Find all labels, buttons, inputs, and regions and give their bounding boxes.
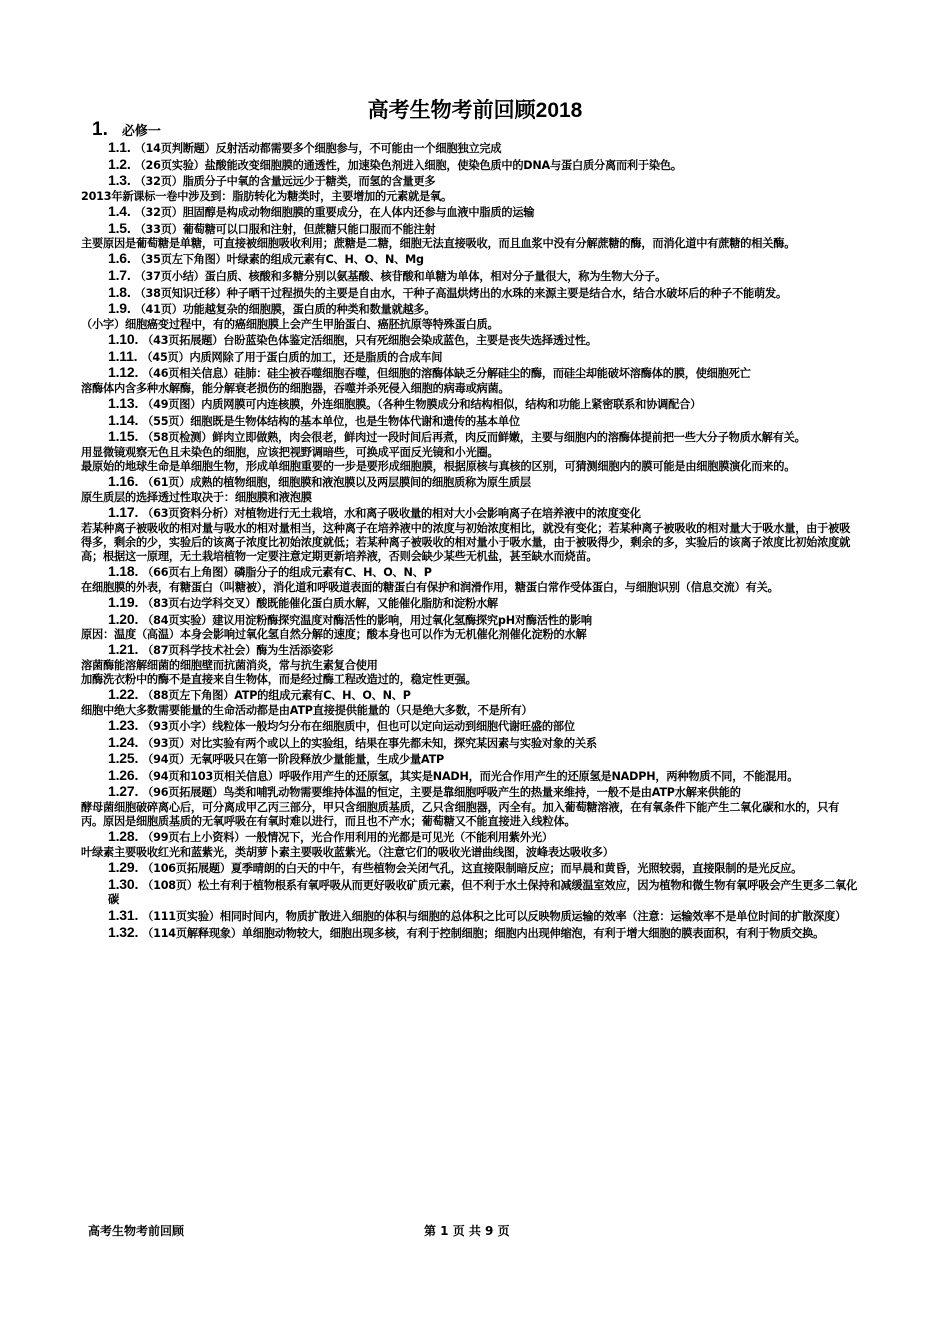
item-number: 1.26. bbox=[108, 766, 139, 783]
item-number: 1.20. bbox=[108, 610, 139, 627]
list-item bbox=[108, 365, 860, 382]
list-item bbox=[108, 474, 860, 491]
item-text: （106页拓展题）夏季晴朗的白天的中午，有些植物会关闭气孔，这直接限制暗反应；而早晨和黄昏，光照较弱，直接限制的是光反应。 bbox=[142, 862, 803, 876]
page-title: 高考生物考前回顾2018 bbox=[367, 99, 583, 122]
item-note: 细胞中绝大多数需要能量的生命活动都是由ATP直接提供能量的（只是绝大多数，不是所有） bbox=[81, 703, 533, 717]
item-text: （45页）内质网除了用于蛋白质的加工，还是脂质的合成车间 bbox=[141, 350, 443, 364]
list-item bbox=[108, 505, 860, 522]
list-item bbox=[108, 301, 860, 318]
item-text: （32页）脂质分子中氧的含量远远少于糖类，而氢的含量更多 bbox=[134, 175, 436, 189]
item-list bbox=[81, 139, 860, 941]
item-text: （83页右边学科交叉）酸既能催化蛋白质水解，又能催化脂肪和淀粉水解 bbox=[142, 596, 498, 610]
item-text: （61页）成熟的植物细胞，细胞膜和液泡膜以及两层膜间的细胞质称为原生质层 bbox=[142, 476, 531, 490]
item-number: 1.11. bbox=[108, 347, 138, 364]
item-number: 1.7. bbox=[108, 266, 131, 283]
item-text: （43页拓展题）台盼蓝染色体鉴定活细胞，只有死细胞会染成蓝色，主要是丧失选择透过性。 bbox=[142, 333, 597, 347]
list-item bbox=[108, 251, 860, 268]
item-note: 酵母菌细胞破碎离心后，可分离成甲乙丙三部分，甲只含细胞质基质，乙只含细胞器，丙全有。加入葡萄糖溶液，在有氧条件下能产生二氧化碳和水的，只有丙。原因是细胞质基质的无氧呼吸在有氧时难以进行，而且也不产水；葡萄糖又不能直接进入线粒体。 bbox=[81, 801, 840, 829]
footer-title: 高考生物考前回顾 bbox=[88, 1224, 185, 1238]
item-number: 1.2. bbox=[108, 155, 131, 172]
item-number: 1.16. bbox=[108, 473, 139, 490]
item-number: 1.19. bbox=[108, 593, 139, 610]
item-text: （66页右上角图）磷脂分子的组成元素有C、H、O、N、P bbox=[142, 566, 432, 580]
item-number: 1.29. bbox=[108, 859, 139, 876]
item-text: （49页图）内质网膜可内连核膜，外连细胞膜。（各种生物膜成分和结构相似，结构和功能上紧密联系和协调配合） bbox=[142, 397, 702, 411]
item-text: （35页左下角图）叶绿素的组成元素有C、H、O、N、Mg bbox=[134, 253, 424, 267]
list-item bbox=[108, 925, 860, 942]
item-number: 1.13. bbox=[108, 394, 139, 411]
item-number: 1.10. bbox=[108, 330, 139, 347]
item-number: 1.32. bbox=[108, 923, 139, 940]
item-text: （84页实验）建议用淀粉酶探究温度对酶活性的影响，用过氧化氢酶探究pH对酶活性的影响 bbox=[142, 613, 592, 627]
item-text: （58页检测）鲜肉立即做熟，肉会很老，鲜肉过一段时间后再煮，肉反而鲜嫩，主要与细胞内的溶酶体提前把一些大分子物质水解有关。 bbox=[142, 431, 806, 445]
item-text: （55页）细胞既是生物体结构的基本单位，也是生物体代谢和遗传的基本单位 bbox=[142, 414, 520, 428]
list-item bbox=[108, 751, 860, 768]
item-note: 若某种离子被吸收的相对量与吸水的相对量相当，这种离子在培养液中的浓度与初始浓度相比，就没有变化；若某种离子被吸收的相对量大于吸水量，由于被吸得多，剩余的少，实验后的该离子浓度比初始浓度就低；若某种离子被吸收的相对量小于吸水量，由于被吸得少，剩余的多，实验后的该离子浓度比初始浓度就高；根据这一原理，无土栽培植物一定要注意定期更新培养液，否则会缺少某些无机盐，甚至缺水而烧苗。 bbox=[81, 521, 851, 563]
item-text: （32页）胆固醇是构成动物细胞膜的重要成分，在人体内还参与血液中脂质的运输 bbox=[134, 205, 535, 219]
item-text: （108页）松土有利于植物根系有氧呼吸从而更好吸收矿质元素，但不利于水土保持和减缓温室效应，因为植物和微生物有氧呼吸会产生更多二氧化碳 bbox=[108, 878, 858, 907]
item-number: 1.3. bbox=[108, 172, 131, 189]
list-item bbox=[108, 221, 860, 238]
item-text: （63页资料分析）对植物进行无土栽培，水和离子吸收量的相对大小会影响离子在培养液中的浓度变化 bbox=[142, 506, 641, 520]
list-item bbox=[108, 204, 860, 221]
list-item bbox=[108, 413, 860, 430]
item-text: （87页科学技术社会）酶为生活添姿彩 bbox=[142, 644, 334, 658]
list-item bbox=[108, 157, 860, 174]
item-text: （88页左下角图）ATP的组成元素有C、H、O、N、P bbox=[142, 689, 411, 703]
list-item bbox=[108, 860, 860, 877]
item-number: 1.28. bbox=[108, 828, 139, 845]
item-note: 用显微镜观察无色且未染色的细胞，应该把视野调暗些，可换成平面反光镜和小光圈。 bbox=[81, 445, 499, 459]
item-number: 1.8. bbox=[108, 283, 131, 300]
list-item bbox=[108, 612, 860, 629]
list-item bbox=[108, 595, 860, 612]
item-note: 原生质层的选择透过性取决于：细胞膜和液泡膜 bbox=[81, 490, 312, 504]
item-text: （96页拓展题）鸟类和哺乳动物需要维持体温的恒定，主要是靠细胞呼吸产生的热量来维持，一般不是由ATP水解来供能的 bbox=[142, 786, 741, 800]
section-heading bbox=[92, 120, 860, 140]
item-note: 最原始的地球生命是单细胞生物，形成单细胞重要的一步是要形成细胞膜，根据原核与真核的区别，可猜测细胞内的膜可能是由细胞膜演化而来的。 bbox=[81, 459, 796, 473]
item-number: 1.21. bbox=[108, 641, 139, 658]
item-text: （111页实验）相同时间内，物质扩散进入细胞的体积与细胞的总体积之比可以反映物质运输的效率（注意：运输效率不是单位时间的扩散深度） bbox=[142, 910, 847, 924]
item-number: 1.14. bbox=[108, 411, 139, 428]
item-note: 溶菌酶能溶解细菌的细胞壁而抗菌消炎，常与抗生素复合使用 bbox=[81, 658, 378, 672]
item-number: 1.23. bbox=[108, 717, 139, 734]
list-item bbox=[108, 332, 860, 349]
item-number: 1.25. bbox=[108, 750, 139, 767]
list-item bbox=[108, 784, 860, 801]
item-text: （46页相关信息）硅肺：硅尘被吞噬细胞吞噬，但细胞的溶酶体缺乏分解硅尘的酶，而硅尘却能破坏溶酶体的膜，使细胞死亡 bbox=[142, 367, 751, 381]
list-item bbox=[108, 396, 860, 413]
item-text: （93页小字）线粒体一般均匀分布在细胞质中，但也可以定向运动到细胞代谢旺盛的部位 bbox=[142, 720, 575, 734]
item-number: 1.15. bbox=[108, 428, 139, 445]
item-number: 1.31. bbox=[108, 907, 139, 924]
list-item bbox=[108, 829, 860, 846]
footer-page-number: 第 1 页 共 9 页 bbox=[424, 1224, 510, 1238]
item-text: （114页解释现象）单细胞动物较大，细胞出现多核，有利于控制细胞；细胞内出现伸缩泡，有利于增大细胞的膜表面积，有利于物质交换。 bbox=[142, 926, 825, 940]
item-note: 在细胞膜的外表，有糖蛋白（叫糖被），消化道和呼吸道表面的糖蛋白有保护和润滑作用，糖蛋白常作受体蛋白，与细胞识别（信息交流）有关。 bbox=[81, 580, 779, 594]
item-note: 原因：温度（高温）本身会影响过氧化氢自然分解的速度；酸本身也可以作为无机催化剂催化淀粉的水解 bbox=[81, 628, 587, 642]
item-number: 1.9. bbox=[108, 300, 131, 317]
item-text: （26页实验）盐酸能改变细胞膜的通透性，加速染色剂进入细胞，使染色质中的DNA与蛋白质分离而利于染色。 bbox=[134, 158, 682, 172]
item-note: 叶绿素主要吸收红光和蓝紫光，类胡萝卜素主要吸收蓝紫光。（注意它们的吸收光谱曲线图，波峰表达吸收多） bbox=[81, 846, 614, 860]
list-item bbox=[108, 564, 860, 581]
list-item bbox=[108, 268, 860, 285]
item-text: （33页）葡萄糖可以口服和注射，但蔗糖只能口服而不能注射 bbox=[134, 222, 436, 236]
item-text: （37页小结）蛋白质、核酸和多糖分别以氨基酸、核苷酸和单糖为单体，相对分子量很大，称为生物大分子。 bbox=[134, 269, 667, 283]
list-item bbox=[108, 173, 860, 190]
list-item bbox=[108, 735, 860, 752]
item-text: （38页知识迁移）种子晒干过程损失的主要是自由水，干种子高温烘烤出的水珠的来源主要是结合水，结合水破坏后的种子不能萌发。 bbox=[134, 286, 788, 300]
item-note: （小字）细胞癌变过程中，有的癌细胞膜上会产生甲胎蛋白、癌胚抗原等特殊蛋白质。 bbox=[81, 317, 499, 331]
item-text: （14页判断题）反射活动都需要多个细胞参与，不可能由一个细胞独立完成 bbox=[134, 142, 502, 155]
list-item bbox=[108, 908, 860, 925]
item-note: 溶酶体内含多种水解酶，能分解衰老损伤的细胞器，吞噬并杀死侵入细胞的病毒或病菌。 bbox=[81, 381, 510, 395]
item-number: 1.4. bbox=[108, 202, 131, 219]
item-number: 1.24. bbox=[108, 733, 139, 750]
item-number: 1.18. bbox=[108, 563, 139, 580]
item-text: （99页右上小资料）一般情况下，光合作用利用的光都是可见光（不能利用紫外光） bbox=[142, 831, 553, 845]
section-number: 1. bbox=[92, 119, 108, 140]
list-item bbox=[108, 768, 860, 785]
item-number: 1.22. bbox=[108, 686, 139, 703]
item-number: 1.12. bbox=[108, 364, 139, 381]
item-number: 1.5. bbox=[108, 219, 131, 236]
list-item bbox=[108, 718, 860, 735]
list-item bbox=[108, 687, 860, 704]
list-item bbox=[108, 642, 860, 659]
item-number: 1.27. bbox=[108, 783, 139, 800]
item-text: （94页）无氧呼吸只在第一阶段释放少量能量，生成少量ATP bbox=[142, 753, 445, 767]
item-note: 主要原因是葡萄糖是单糖，可直接被细胞吸收利用；蔗糖是二糖，细胞无法直接吸收，而且血浆中没有分解蔗糖的酶，而消化道中有蔗糖的相关酶。 bbox=[81, 237, 796, 251]
list-item bbox=[108, 877, 860, 908]
list-item bbox=[108, 349, 860, 366]
item-number: 1.17. bbox=[108, 503, 139, 520]
item-note: 2013年新课标一卷中涉及到：脂肪转化为糖类时，主要增加的元素就是氧。 bbox=[81, 189, 452, 203]
section-label: 必修一 bbox=[121, 124, 161, 139]
item-text: （41页）功能越复杂的细胞膜，蛋白质的种类和数量就越多。 bbox=[134, 303, 436, 317]
item-text: （93页）对比实验有两个或以上的实验组，结果在事先都未知，探究某因素与实验对象的关系 bbox=[142, 736, 597, 750]
item-number: 1.6. bbox=[108, 250, 131, 267]
item-number: 1.1. bbox=[108, 139, 131, 155]
content-body bbox=[81, 119, 860, 941]
item-note: 加酶洗衣粉中的酶不是直接来自生物体，而是经过酶工程改造过的，稳定性更强。 bbox=[81, 673, 477, 687]
list-item bbox=[108, 429, 860, 446]
list-item bbox=[108, 285, 860, 302]
item-number: 1.30. bbox=[108, 875, 139, 892]
item-text: （94页和103页相关信息）呼吸作用产生的还原氢，其实是NADH，而光合作用产生的还原氢是NADPH，两种物质不同，不能混用。 bbox=[142, 769, 799, 783]
list-item bbox=[108, 140, 860, 157]
